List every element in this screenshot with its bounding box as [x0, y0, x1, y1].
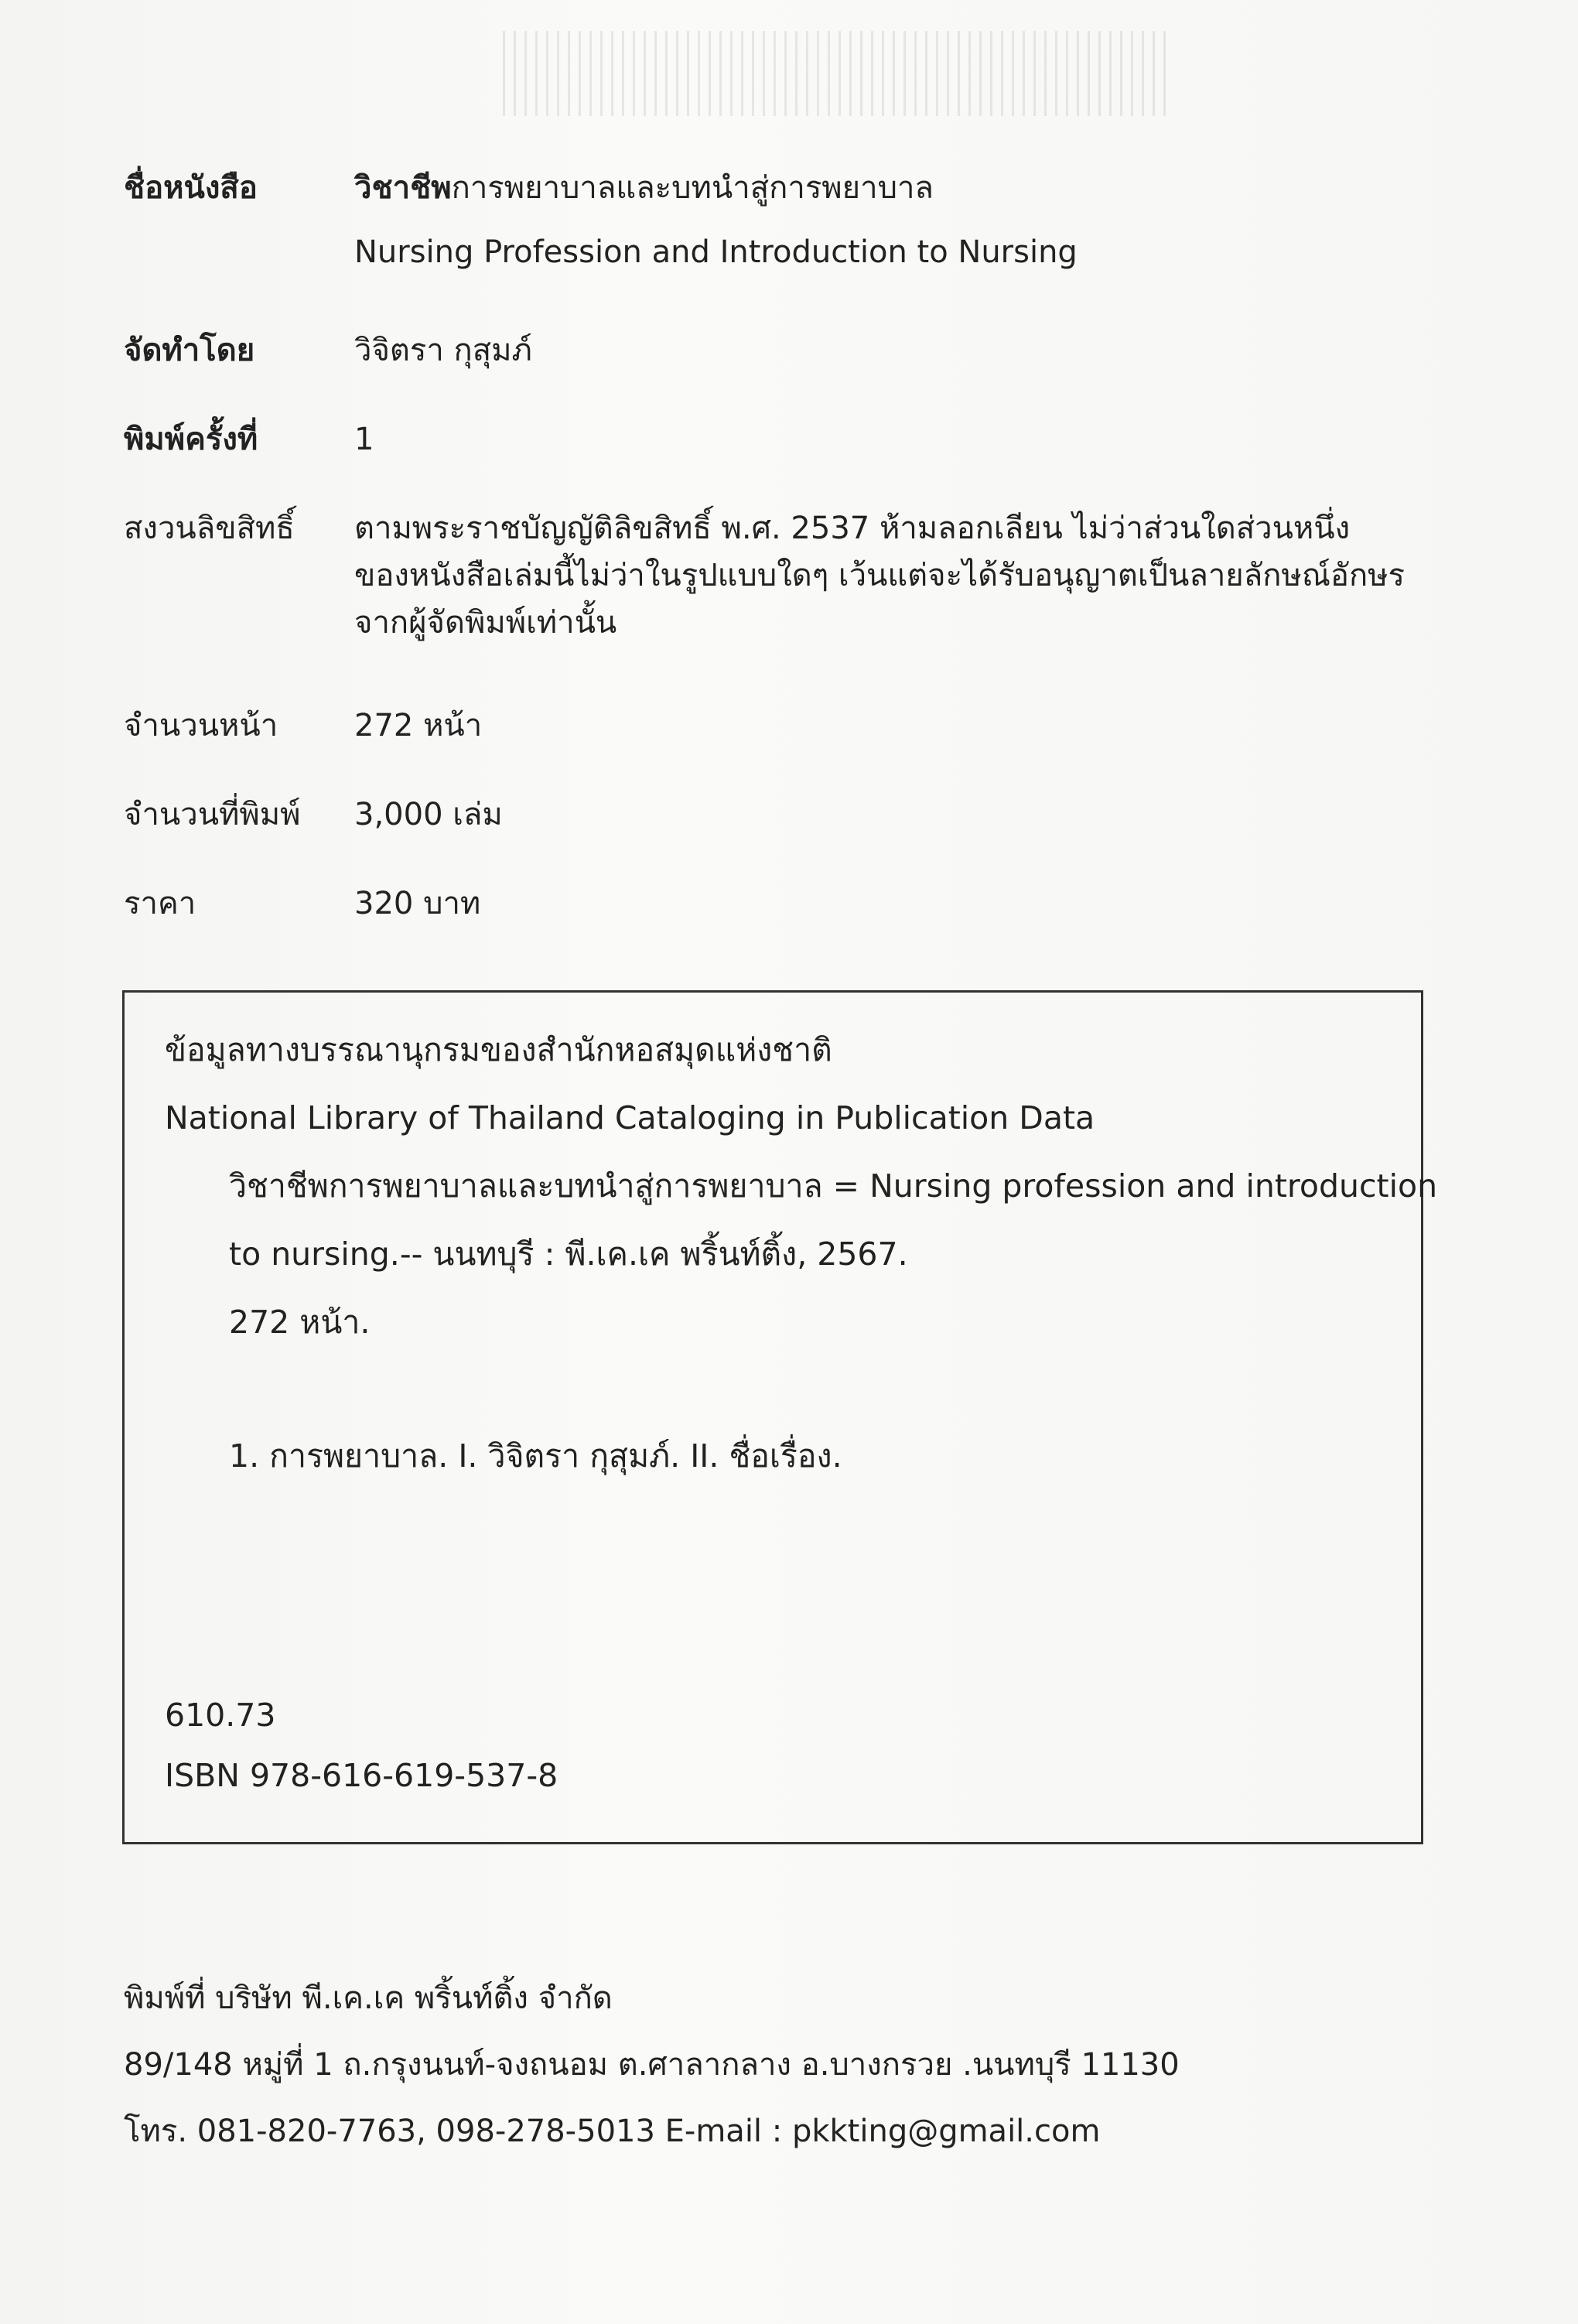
copyright-value [354, 507, 1453, 645]
show-through-bleed [503, 31, 1168, 116]
print-run-value: 3,000 เล่ม [354, 797, 503, 832]
title-thai-rest: การพยาบาลและบทนำสู่การพยาบาล [451, 170, 934, 206]
printer-info [124, 1965, 1180, 2165]
cip-entry-line-2: to nursing.-- นนทบุรี : พี.เค.เค พริ้นท์ติ้ง, 2567. [229, 1235, 908, 1273]
cip-entry-line-3: 272 หน้า. [229, 1304, 371, 1341]
title-english: Nursing Profession and Introduction to Nursing [354, 234, 1078, 270]
author-value: วิจิตรา กุสุมภ์ [354, 333, 532, 368]
cip-isbn: ISBN 978-616-619-537-8 [165, 1757, 558, 1794]
cip-subjects: 1. การพยาบาล. I. วิจิตรา กุสุมภ์. II. ชื่อเรื่อง. [229, 1437, 842, 1475]
printer-contact: โทร. 081-820-7763, 098-278-5013 E-mail : pkkting@gmail.com [124, 2114, 1101, 2149]
pages-value: 272 หน้า [354, 708, 483, 743]
price-label: ราคา [124, 886, 196, 921]
copyright-line-1: ตามพระราชบัญญัติลิขสิทธิ์ พ.ศ. 2537 ห้ามลอกเลียน ไม่ว่าส่วนใดส่วนหนึ่ง [354, 511, 1351, 546]
copyright-line-2: ของหนังสือเล่มนี้ไม่ว่าในรูปแบบใดๆ เว้นแต่จะได้รับอนุญาตเป็นลายลักษณ์อักษร [354, 558, 1406, 593]
cip-data-box [122, 990, 1438, 1844]
cip-heading-english: National Library of Thailand Cataloging in Publication Data [165, 1099, 1095, 1136]
edition-value: 1 [354, 422, 374, 457]
title-value [354, 166, 1453, 275]
copyright-label: สงวนลิขสิทธิ์ [124, 511, 295, 546]
author-label: จัดทำโดย [124, 333, 255, 368]
print-run-label: จำนวนที่พิมพ์ [124, 797, 301, 832]
title-thai-bold: วิชาชีพ [354, 170, 452, 206]
cip-entry-line-1: วิชาชีพการพยาบาลและบทนำสู่การพยาบาล = Nursing profession and introduction [229, 1167, 1438, 1205]
cip-heading-thai: ข้อมูลทางบรรณานุกรมของสำนักหอสมุดแห่งชาติ [165, 1031, 832, 1068]
copyright-line-3: จากผู้จัดพิมพ์เท่านั้น [354, 605, 617, 641]
title-label: ชื่อหนังสือ [124, 170, 258, 206]
cip-classification: 610.73 [165, 1697, 276, 1734]
printer-address: 89/148 หมู่ที่ 1 ถ.กรุงนนท์-จงถนอม ต.ศาลากลาง อ.บางกรวย .นนทบุรี 11130 [124, 2047, 1180, 2083]
price-value: 320 บาท [354, 886, 481, 921]
printer-name: พิมพ์ที่ บริษัท พี.เค.เค พริ้นท์ติ้ง จำกัด [124, 1981, 613, 2016]
edition-label: พิมพ์ครั้งที่ [124, 422, 258, 457]
pages-label: จำนวนหน้า [124, 708, 278, 743]
